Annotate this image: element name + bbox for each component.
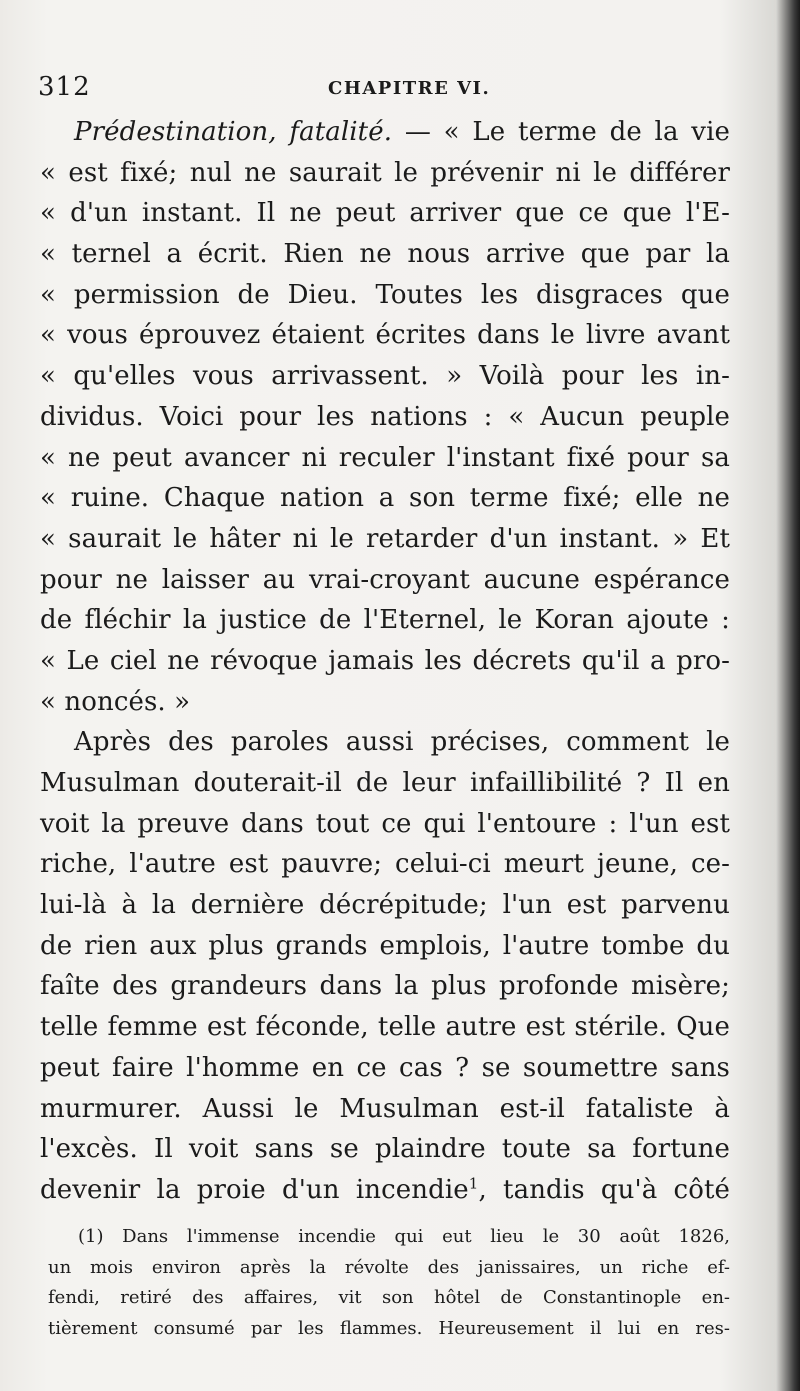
text-span: devenir la proie d'un incendie xyxy=(40,1174,469,1205)
text-line: de fléchir la justice de l'Eternel, le Koran ajoute : xyxy=(40,605,730,636)
footnote-marker[interactable]: 1 xyxy=(468,1174,479,1193)
text-line: « ternel a écrit. Rien ne nous arrive que par la xyxy=(40,239,730,270)
text-line: voit la preuve dans tout ce qui l'entoure : l'un est xyxy=(40,808,730,839)
page-number: 312 xyxy=(38,72,91,102)
text-line: lui-là à la dernière décrépitude; l'un est parvenu xyxy=(40,890,730,921)
text-line: « d'un instant. Il ne peut arriver que ce que l'E- xyxy=(40,198,730,229)
text-line: murmurer. Aussi le Musulman est-il fataliste à xyxy=(40,1093,730,1124)
footnote-line: fendi, retiré des affaires, vit son hôtel de Constantinople en- xyxy=(48,1287,730,1308)
text-span: , tandis qu'à côté xyxy=(478,1174,730,1205)
text-line: l'excès. Il voit sans se plaindre toute sa fortune xyxy=(40,1134,730,1165)
footnote-line: un mois environ après la révolte des janissaires, un riche ef- xyxy=(48,1256,730,1278)
text-line: Après des paroles aussi précises, comment le xyxy=(74,727,730,758)
text-line xyxy=(40,1170,730,1211)
text-line: « ruine. Chaque nation a son terme fixé; elle ne xyxy=(40,483,730,514)
text-line: « saurait le hâter ni le retarder d'un instant. » Et xyxy=(40,523,730,554)
footnote-line: (1) Dans l'immense incendie qui eut lieu le 30 août 1826, xyxy=(78,1226,730,1247)
text-line: « qu'elles vous arrivassent. » Voilà pour les in- xyxy=(40,361,730,392)
text-line: peut faire l'homme en ce cas ? se soumettre sans xyxy=(40,1052,730,1083)
text-line: « Le ciel ne révoque jamais les décrets qu'il a pro- xyxy=(40,645,730,676)
text-line: Musulman douterait-il de leur infaillibilité ? Il en xyxy=(40,768,730,798)
footnote xyxy=(48,1222,730,1344)
page-header xyxy=(38,72,728,108)
text-line: « ne peut avancer ni reculer l'instant fixé pour sa xyxy=(40,442,730,473)
text-line: riche, l'autre est pauvre; celui-ci meurt jeune, ce- xyxy=(40,849,730,880)
text-line: faîte des grandeurs dans la plus profonde misère; xyxy=(40,971,730,1002)
text-line: « est fixé; nul ne saurait le prévenir ni le différer xyxy=(40,157,730,188)
text-line: pour ne laisser au vrai-croyant aucune espérance xyxy=(40,564,730,595)
text-line: « noncés. » xyxy=(40,686,191,717)
text-line: de rien aux plus grands emplois, l'autre tombe du xyxy=(40,930,730,961)
text-line: telle femme est féconde, telle autre est stérile. Que xyxy=(40,1012,730,1043)
text-span: — « Le terme de la vie xyxy=(404,117,731,147)
text-line: « permission de Dieu. Toutes les disgraces que xyxy=(40,279,730,310)
main-text xyxy=(40,112,730,1211)
text-line: dividus. Voici pour les nations : « Aucun peuple xyxy=(40,401,730,432)
italic-heading: Prédestination, fatalité. xyxy=(74,117,393,147)
text-line: « vous éprouvez étaient écrites dans le livre avant xyxy=(40,320,730,351)
footnote-line: tièrement consumé par les flammes. Heureusement il lui en res- xyxy=(48,1317,730,1339)
running-head: CHAPITRE VI. xyxy=(328,78,491,99)
text-line xyxy=(40,112,730,153)
